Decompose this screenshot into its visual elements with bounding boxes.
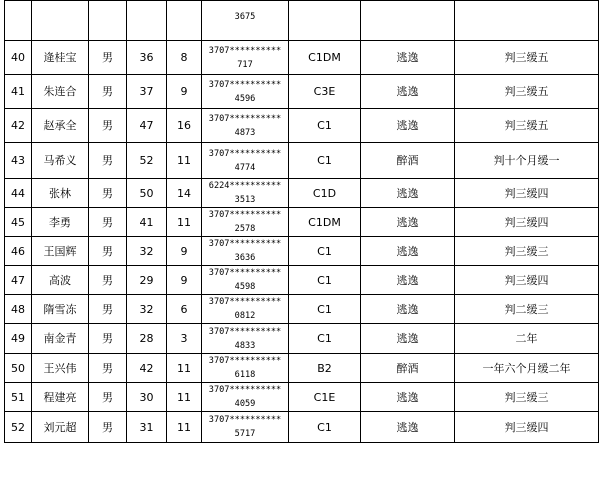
cell-gender: 男 bbox=[89, 266, 127, 295]
cell-no: 49 bbox=[5, 324, 32, 354]
cell-years: 9 bbox=[167, 266, 202, 295]
table-row bbox=[5, 266, 599, 295]
cell-years: 8 bbox=[167, 41, 202, 75]
cell-sentence bbox=[455, 1, 599, 41]
cell-reason: 醉酒 bbox=[361, 354, 455, 383]
cell-license: C1D bbox=[289, 179, 361, 208]
cell-name: 马希义 bbox=[32, 143, 89, 179]
cell-years: 3 bbox=[167, 324, 202, 354]
cell-name: 王兴伟 bbox=[32, 354, 89, 383]
cell-reason: 逃逸 bbox=[361, 109, 455, 143]
table-row bbox=[5, 143, 599, 179]
cell-sentence: 判三缓三 bbox=[455, 237, 599, 266]
cell-sentence: 一年六个月缓二年 bbox=[455, 354, 599, 383]
cell-sentence: 判三缓五 bbox=[455, 109, 599, 143]
cell-no: 47 bbox=[5, 266, 32, 295]
cell-sentence: 判三缓三 bbox=[455, 383, 599, 412]
cell-age: 28 bbox=[127, 324, 167, 354]
cell-id-number bbox=[202, 412, 289, 443]
cell-years: 9 bbox=[167, 75, 202, 109]
cell-license: C1DM bbox=[289, 41, 361, 75]
cell-no: 46 bbox=[5, 237, 32, 266]
cell-license: C3E bbox=[289, 75, 361, 109]
id-number-head: 3707********** bbox=[208, 210, 282, 220]
cell-age: 32 bbox=[127, 295, 167, 324]
cell-age: 47 bbox=[127, 109, 167, 143]
cell-no: 50 bbox=[5, 354, 32, 383]
id-number-head: 3707********** bbox=[208, 148, 282, 159]
cell-license: C1 bbox=[289, 412, 361, 443]
cell-no: 45 bbox=[5, 208, 32, 237]
cell-sentence: 判十个月缓一 bbox=[455, 143, 599, 179]
cell-name: 逄桂宝 bbox=[32, 41, 89, 75]
cell-id-number bbox=[202, 109, 289, 143]
cell-reason: 逃逸 bbox=[361, 295, 455, 324]
cell-name: 南金青 bbox=[32, 324, 89, 354]
table-row bbox=[5, 237, 599, 266]
cell-age: 42 bbox=[127, 354, 167, 383]
cell-sentence: 判三缓五 bbox=[455, 75, 599, 109]
cell-reason: 逃逸 bbox=[361, 324, 455, 354]
cell-gender bbox=[89, 1, 127, 41]
cell-gender: 男 bbox=[89, 237, 127, 266]
cell-name: 高波 bbox=[32, 266, 89, 295]
id-number-tail: 4774 bbox=[234, 162, 256, 173]
cell-id-number bbox=[202, 1, 289, 41]
id-number-tail: 4833 bbox=[234, 340, 256, 351]
cell-years: 11 bbox=[167, 383, 202, 412]
table-row bbox=[5, 109, 599, 143]
cell-gender: 男 bbox=[89, 109, 127, 143]
table-row-continued bbox=[5, 1, 599, 41]
cell-gender: 男 bbox=[89, 41, 127, 75]
cell-sentence: 判三缓四 bbox=[455, 179, 599, 208]
cell-no: 44 bbox=[5, 179, 32, 208]
table-body bbox=[5, 1, 599, 443]
cell-gender: 男 bbox=[89, 354, 127, 383]
cell-no: 42 bbox=[5, 109, 32, 143]
cell-id-number bbox=[202, 266, 289, 295]
cell-sentence: 判三缓四 bbox=[455, 266, 599, 295]
table-row bbox=[5, 412, 599, 443]
id-number-tail: 5717 bbox=[234, 429, 256, 439]
cell-license: C1E bbox=[289, 383, 361, 412]
records-table bbox=[4, 0, 599, 443]
cell-age: 41 bbox=[127, 208, 167, 237]
cell-license: C1DM bbox=[289, 208, 361, 237]
cell-reason: 醉酒 bbox=[361, 143, 455, 179]
cell-no: 41 bbox=[5, 75, 32, 109]
table-row bbox=[5, 295, 599, 324]
cell-gender: 男 bbox=[89, 295, 127, 324]
cell-reason: 逃逸 bbox=[361, 208, 455, 237]
cell-age: 30 bbox=[127, 383, 167, 412]
cell-gender: 男 bbox=[89, 75, 127, 109]
cell-gender: 男 bbox=[89, 208, 127, 237]
cell-reason: 逃逸 bbox=[361, 383, 455, 412]
id-number-head: 3707********** bbox=[208, 356, 282, 366]
cell-id-number bbox=[202, 354, 289, 383]
cell-id-number bbox=[202, 383, 289, 412]
cell-id-number bbox=[202, 179, 289, 208]
cell-years bbox=[167, 1, 202, 41]
cell-reason bbox=[361, 1, 455, 41]
id-number-head: 3707********** bbox=[208, 326, 282, 337]
cell-gender: 男 bbox=[89, 143, 127, 179]
cell-gender: 男 bbox=[89, 179, 127, 208]
cell-license: C1 bbox=[289, 295, 361, 324]
cell-gender: 男 bbox=[89, 383, 127, 412]
cell-sentence: 判三缓五 bbox=[455, 41, 599, 75]
cell-no bbox=[5, 1, 32, 41]
id-number-tail: 3513 bbox=[234, 195, 256, 205]
cell-license: C1 bbox=[289, 324, 361, 354]
cell-age: 37 bbox=[127, 75, 167, 109]
cell-years: 11 bbox=[167, 143, 202, 179]
cell-years: 9 bbox=[167, 237, 202, 266]
cell-license: C1 bbox=[289, 266, 361, 295]
id-number-head: 3707********** bbox=[208, 113, 282, 124]
cell-no: 51 bbox=[5, 383, 32, 412]
cell-reason: 逃逸 bbox=[361, 179, 455, 208]
id-number-tail: 4873 bbox=[234, 127, 256, 138]
id-number-tail: 3675 bbox=[234, 12, 256, 22]
cell-gender: 男 bbox=[89, 324, 127, 354]
id-number-head: 3707********** bbox=[208, 268, 282, 278]
cell-name: 刘元超 bbox=[32, 412, 89, 443]
id-number-head: 3707********** bbox=[208, 415, 282, 425]
cell-name: 李勇 bbox=[32, 208, 89, 237]
cell-reason: 逃逸 bbox=[361, 75, 455, 109]
cell-years: 11 bbox=[167, 208, 202, 237]
cell-reason: 逃逸 bbox=[361, 266, 455, 295]
id-number-tail: 2578 bbox=[234, 224, 256, 234]
cell-years: 14 bbox=[167, 179, 202, 208]
cell-name bbox=[32, 1, 89, 41]
id-number-tail: 3636 bbox=[234, 253, 256, 263]
cell-license: C1 bbox=[289, 143, 361, 179]
cell-license: C1 bbox=[289, 109, 361, 143]
cell-age bbox=[127, 1, 167, 41]
table-row bbox=[5, 41, 599, 75]
cell-name: 王国辉 bbox=[32, 237, 89, 266]
cell-no: 52 bbox=[5, 412, 32, 443]
cell-age: 52 bbox=[127, 143, 167, 179]
cell-sentence: 二年 bbox=[455, 324, 599, 354]
cell-sentence: 判三缓四 bbox=[455, 208, 599, 237]
id-number-tail: 6118 bbox=[234, 370, 256, 380]
cell-id-number bbox=[202, 208, 289, 237]
id-number-head: 3707********** bbox=[208, 297, 282, 307]
id-number-tail: 4596 bbox=[234, 93, 256, 104]
cell-reason: 逃逸 bbox=[361, 237, 455, 266]
cell-no: 43 bbox=[5, 143, 32, 179]
cell-name: 朱连合 bbox=[32, 75, 89, 109]
cell-age: 32 bbox=[127, 237, 167, 266]
cell-gender: 男 bbox=[89, 412, 127, 443]
cell-years: 11 bbox=[167, 354, 202, 383]
cell-license: C1 bbox=[289, 237, 361, 266]
cell-age: 31 bbox=[127, 412, 167, 443]
cell-no: 40 bbox=[5, 41, 32, 75]
cell-id-number bbox=[202, 237, 289, 266]
table-row bbox=[5, 383, 599, 412]
id-number-head: 3707********** bbox=[208, 79, 282, 90]
cell-id-number bbox=[202, 75, 289, 109]
cell-id-number bbox=[202, 295, 289, 324]
table-row bbox=[5, 179, 599, 208]
cell-name: 张林 bbox=[32, 179, 89, 208]
cell-id-number bbox=[202, 324, 289, 354]
table-row bbox=[5, 324, 599, 354]
id-number-tail: 0812 bbox=[234, 311, 256, 321]
cell-name: 程建亮 bbox=[32, 383, 89, 412]
id-number-head: 3707********** bbox=[208, 45, 282, 56]
cell-license bbox=[289, 1, 361, 41]
cell-years: 6 bbox=[167, 295, 202, 324]
id-number-head: 3707********** bbox=[208, 239, 282, 249]
cell-id-number bbox=[202, 143, 289, 179]
cell-sentence: 判三缓四 bbox=[455, 412, 599, 443]
table-row bbox=[5, 75, 599, 109]
cell-years: 11 bbox=[167, 412, 202, 443]
cell-id-number bbox=[202, 41, 289, 75]
cell-reason: 逃逸 bbox=[361, 41, 455, 75]
id-number-head: 6224********** bbox=[208, 181, 282, 191]
cell-age: 29 bbox=[127, 266, 167, 295]
cell-name: 隋雪冻 bbox=[32, 295, 89, 324]
cell-age: 50 bbox=[127, 179, 167, 208]
cell-age: 36 bbox=[127, 41, 167, 75]
table-row bbox=[5, 208, 599, 237]
cell-years: 16 bbox=[167, 109, 202, 143]
cell-license: B2 bbox=[289, 354, 361, 383]
id-number-tail: 717 bbox=[237, 59, 253, 70]
id-number-head: 3707********** bbox=[208, 385, 282, 395]
cell-name: 赵承全 bbox=[32, 109, 89, 143]
id-number-tail: 4598 bbox=[234, 282, 256, 292]
cell-no: 48 bbox=[5, 295, 32, 324]
cell-sentence: 判二缓三 bbox=[455, 295, 599, 324]
table-row bbox=[5, 354, 599, 383]
id-number-tail: 4059 bbox=[234, 399, 256, 409]
cell-reason: 逃逸 bbox=[361, 412, 455, 443]
